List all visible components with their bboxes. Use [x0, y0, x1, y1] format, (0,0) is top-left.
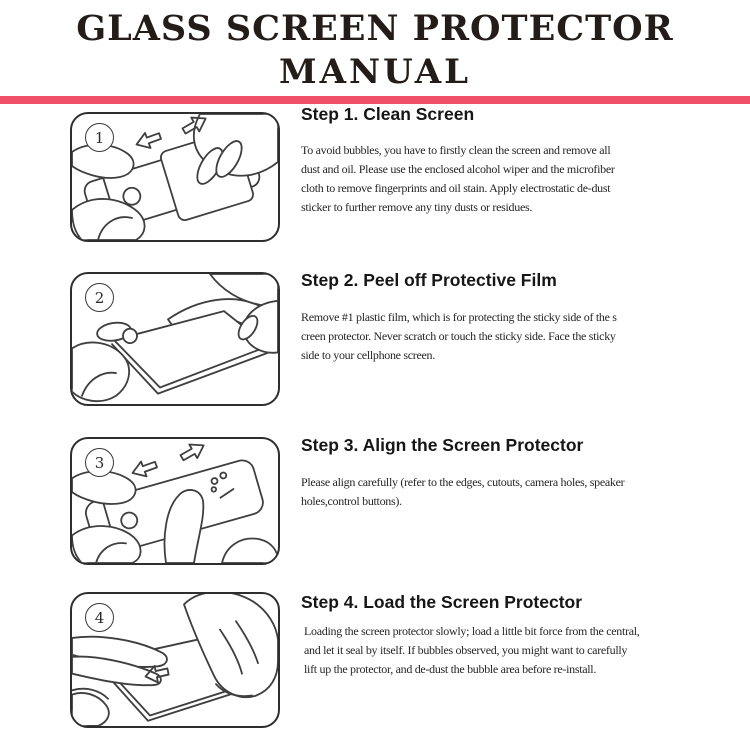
align-arrow-right-icon: [178, 439, 208, 465]
step3-heading: Step 3. Align the Screen Protector: [301, 435, 584, 455]
step2-heading: Step 2. Peel off Protective Film: [301, 270, 557, 290]
step3-figure: [70, 437, 280, 565]
step1-figure: [70, 112, 280, 242]
step4-body: Loading the screen protector slowly; load a little bit force from the central, and let it seal by itself. If bubbles observed, you might want to carefully lift up the protector, and de-dust the bubble area before re-install.: [304, 624, 640, 676]
align-arrow-left-icon: [130, 457, 159, 480]
step4-heading: Step 4. Load the Screen Protector: [301, 592, 583, 612]
step1-body: To avoid bubbles, you have to firstly clean the screen and remove all dust and oil. Please use the enclosed alcohol wiper and the microfiber cloth to remove fingerprints and oil stain. Apply electrostatic de-dust sticker to further remove any tiny dusts or residues.: [301, 143, 615, 214]
step4-number-badge: 4: [85, 603, 114, 632]
left-wrist: [72, 693, 109, 726]
step2-figure: [70, 272, 280, 406]
step1-number-badge: 1: [85, 123, 114, 152]
step3-number-badge: 3: [85, 448, 114, 477]
step2-body: Remove #1 plastic film, which is for protecting the sticky side of the s creen protector. Never scratch or touch the sticky side. Face the sticky side to your cellphone screen.: [301, 310, 617, 362]
left-hand: [72, 342, 129, 401]
step4-figure: [70, 592, 280, 728]
manual-title-line1: GLASS SCREEN PROTECTOR: [76, 8, 674, 49]
step2-number-badge: 2: [85, 283, 114, 312]
left-fingertip: [123, 329, 137, 343]
step3-body: Please align carefully (refer to the edges, cutouts, camera holes, speaker holes,control buttons).: [301, 475, 625, 508]
right-palm: [222, 539, 278, 563]
wipe-arrow-left-icon: [134, 128, 163, 152]
step1-heading: Step 1. Clean Screen: [301, 104, 475, 124]
title-divider-bar: [0, 96, 750, 104]
manual-title-line2: MANUAL: [279, 52, 471, 92]
